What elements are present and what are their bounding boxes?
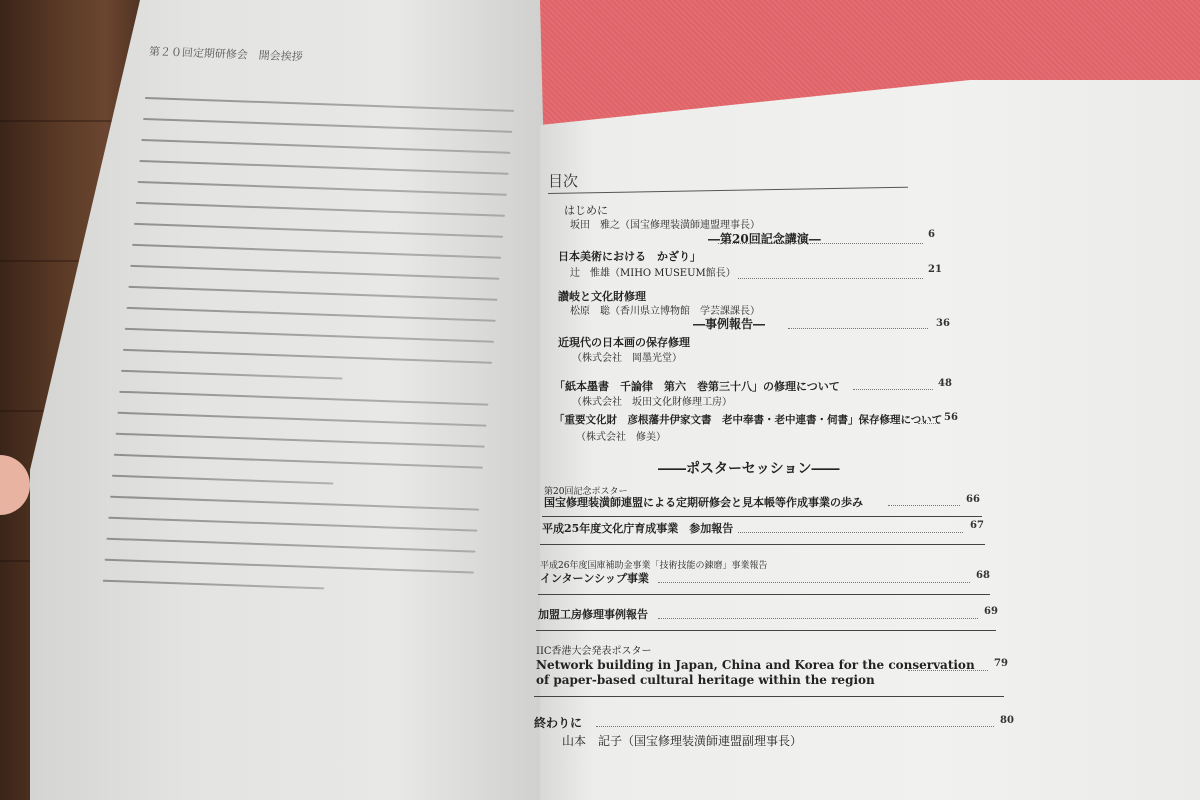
toc-poster2-title: 平成25年度文化庁育成事業 参加報告 <box>542 522 734 535</box>
toc-case1-author: （株式会社 岡墨光堂） <box>572 353 682 364</box>
toc-case1-title: 近現代の日本画の保存修理 <box>558 336 690 349</box>
toc-closing-page: 80 <box>1000 715 1014 726</box>
toc-poster5-page: 79 <box>994 658 1008 669</box>
toc-case3-title: 「重要文化財 彦根藩井伊家文書 老中奉書・老中連書・伺書」保存修理について <box>554 414 943 426</box>
toc-case2-title: 「紙本墨書 千論律 第六 巻第三十八」の修理について <box>554 380 840 393</box>
left-page-header: 第２０回定期研修会 開会挨拶 <box>148 44 304 64</box>
toc-case3-page: 56 <box>944 412 958 423</box>
toc-case-section-header: ―事例報告― <box>693 317 766 331</box>
left-page-content <box>101 40 519 614</box>
toc-poster1-subtitle: 第20回記念ポスター <box>544 487 628 497</box>
toc-poster4-page: 69 <box>984 606 998 617</box>
toc-lecture2-author: 松原 聡（香川県立博物館 学芸課課長） <box>570 306 760 317</box>
toc-poster5-title-line2: of paper-based cultural heritage within the region <box>536 673 875 687</box>
toc-case2-page: 48 <box>938 378 952 389</box>
toc-case1-page: 36 <box>936 318 950 329</box>
toc-title: 目次 <box>548 172 579 190</box>
toc-poster-section-header: ――ポスターセッション―― <box>658 461 840 477</box>
toc-poster5-subtitle: IIC香港大会発表ポスター <box>536 646 652 657</box>
toc-case2-author: （株式会社 坂田文化財修理工房） <box>572 397 732 408</box>
toc-lecture1-title: 日本美術における かざり」 <box>558 250 701 263</box>
toc-poster5-title-line1: Network building in Japan, China and Korea for the conservation <box>536 658 975 672</box>
toc-closing-author: 山本 記子（国宝修理装潢師連盟副理事長） <box>562 734 803 748</box>
toc-lecture1-author: 辻 惟雄（MIHO MUSEUM館長） <box>570 268 736 279</box>
toc-poster3-subtitle: 平成26年度国庫補助金事業「技術技能の錬磨」事業報告 <box>540 561 768 571</box>
toc-poster3-page: 68 <box>976 570 990 581</box>
toc-poster2-page: 67 <box>970 520 984 531</box>
toc-lecture-section-header: ―第20回記念講演― <box>708 232 821 246</box>
toc-closing-title: 終わりに <box>534 716 583 730</box>
toc-lecture2-page: 21 <box>928 264 942 275</box>
toc-lecture1-page: 6 <box>928 229 935 240</box>
toc-poster3-title: インターンシップ事業 <box>540 572 649 585</box>
left-page-body-text <box>103 97 514 595</box>
toc-lecture2-title: 讃岐と文化財修理 <box>558 290 646 303</box>
toc-poster4-title: 加盟工房修理事例報告 <box>538 608 648 621</box>
toc-case3-author: （株式会社 修美） <box>576 432 666 443</box>
toc-intro-label: はじめに <box>564 204 608 217</box>
toc-poster1-page: 66 <box>966 494 980 505</box>
toc-poster1-title: 国宝修理装潢師連盟による定期研修会と見本帳等作成事業の歩み <box>544 496 863 509</box>
toc-intro-author: 坂田 雅之（国宝修理装潢師連盟理事長） <box>570 220 760 231</box>
